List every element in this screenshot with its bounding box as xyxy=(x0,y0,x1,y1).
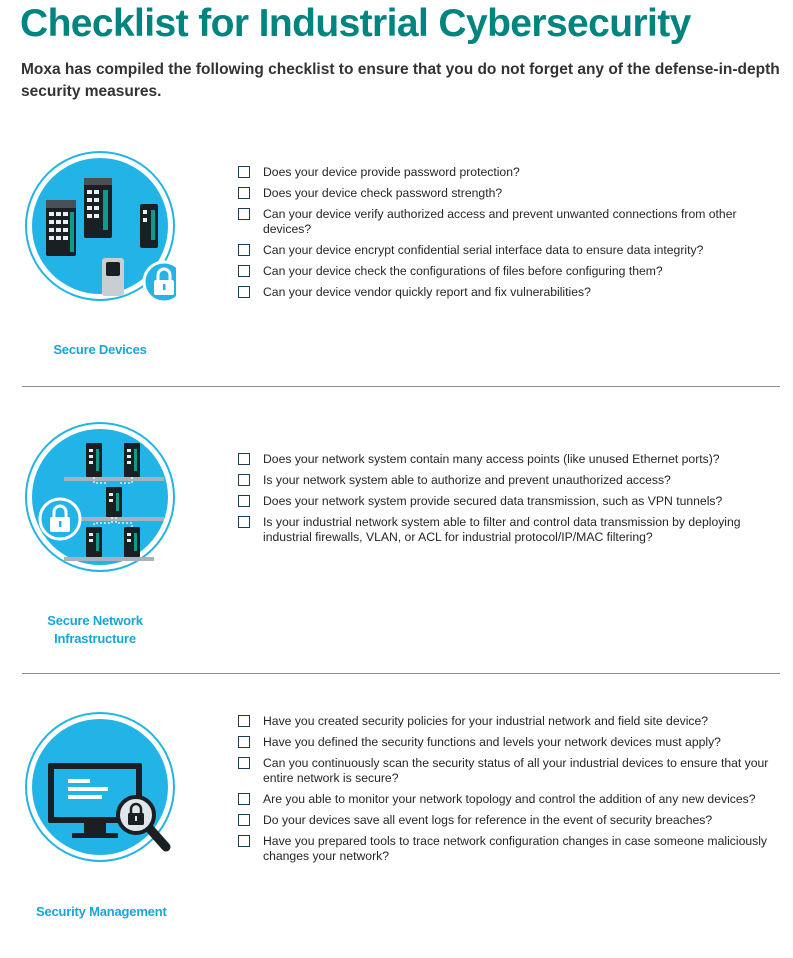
checkbox[interactable] xyxy=(238,835,250,847)
checklist-item: Does your device check password strength? xyxy=(238,186,783,201)
checklist-item: Does your network system contain many access points (like unused Ethernet ports)? xyxy=(238,452,783,467)
section-label-secure-devices: Secure Devices xyxy=(53,342,147,357)
checkbox[interactable] xyxy=(238,814,250,826)
monitor-magnifier-lock-icon xyxy=(24,711,176,863)
checklist-item: Can you continuously scan the security status of all your industrial devices to ensure that your entire network is secure? xyxy=(238,756,783,786)
checkbox[interactable] xyxy=(238,757,250,769)
checklist-item: Is your industrial network system able to filter and control data transmission by deploying industrial firewalls, VLAN, or ACL for industrial protocol/IP/MAC filtering? xyxy=(238,515,783,545)
network-rack-lock-icon xyxy=(24,421,176,573)
checklist-secure-devices xyxy=(238,165,783,300)
checklist-item: Have you prepared tools to trace network configuration changes in case someone maliciously changes your network? xyxy=(238,834,783,864)
checkbox[interactable] xyxy=(238,474,250,486)
checkbox[interactable] xyxy=(238,495,250,507)
checkbox[interactable] xyxy=(238,265,250,277)
checkbox[interactable] xyxy=(238,793,250,805)
checklist-item: Have you created security policies for your industrial network and field site device? xyxy=(238,714,783,729)
checkbox[interactable] xyxy=(238,208,250,220)
checkbox[interactable] xyxy=(238,453,250,465)
checkbox[interactable] xyxy=(238,286,250,298)
checklist-security-management xyxy=(238,714,783,864)
checklist-item: Have you defined the security functions and levels your network devices must apply? xyxy=(238,735,783,750)
checklist-item: Do your devices save all event logs for reference in the event of security breaches? xyxy=(238,813,783,828)
checklist-item: Does your network system provide secured data transmission, such as VPN tunnels? xyxy=(238,494,783,509)
checklist-item: Can your device verify authorized access and prevent unwanted connections from other devices? xyxy=(238,207,783,237)
section-divider xyxy=(22,386,780,387)
checklist-item: Does your device provide password protection? xyxy=(238,165,783,180)
section-divider xyxy=(22,673,780,674)
section-label-security-management: Security Management xyxy=(36,904,167,919)
checklist-item: Are you able to monitor your network topology and control the addition of any new devices? xyxy=(238,792,783,807)
checkbox[interactable] xyxy=(238,736,250,748)
checklist-secure-network xyxy=(238,452,783,545)
section-label-secure-network-infrastructure: Secure Network Infrastructure xyxy=(47,613,143,646)
checkbox[interactable] xyxy=(238,715,250,727)
checkbox[interactable] xyxy=(238,187,250,199)
checkbox[interactable] xyxy=(238,516,250,528)
checklist-item: Can your device encrypt confidential serial interface data to ensure data integrity? xyxy=(238,243,783,258)
checkbox[interactable] xyxy=(238,166,250,178)
checklist-item: Is your network system able to authorize and prevent unauthorized access? xyxy=(238,473,783,488)
checklist-item: Can your device vendor quickly report and fix vulnerabilities? xyxy=(238,285,783,300)
page-title: Checklist for Industrial Cybersecurity xyxy=(20,2,691,45)
intro-text: Moxa has compiled the following checklist to ensure that you do not forget any of the defense-in-depth security measures. xyxy=(21,61,780,100)
checklist-item: Can your device check the configurations of files before configuring them? xyxy=(238,264,783,279)
checkbox[interactable] xyxy=(238,244,250,256)
industrial-devices-lock-icon xyxy=(24,150,176,302)
